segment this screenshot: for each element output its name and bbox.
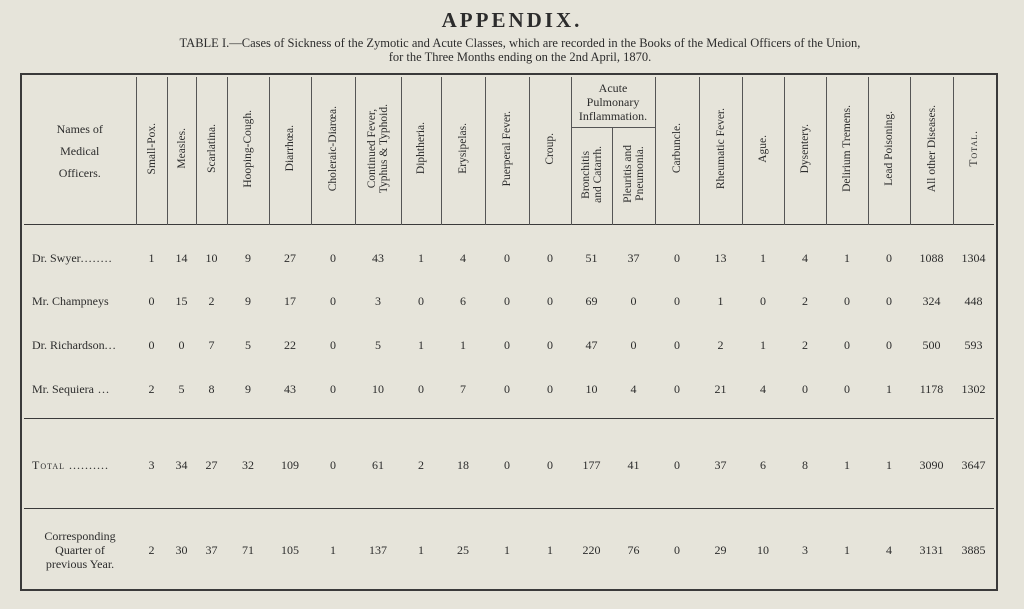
officer-name-cell [24,280,136,324]
cell-value: 2 [148,381,155,396]
col-all-other-label: All other Diseases. [925,104,938,193]
col-lead-poisoning-label: Lead Poisoning. [883,111,896,186]
cell-value: 0 [547,381,553,396]
cell-value: 0 [547,294,553,309]
col-hooping-cough [227,77,269,225]
cell-value: 3131 [919,542,944,557]
cell-value: 37 [627,250,640,265]
col-lead-poisoning [868,77,910,225]
cell-value: 41 [627,458,640,473]
col-erysipelas-label: Erysipelas. [457,123,469,174]
col-bronchitis [571,128,612,225]
cell-value: 10 [372,381,384,396]
col-small-pox [136,77,167,225]
col-puerperal [485,77,529,225]
cell-value: 6 [460,294,466,309]
cell-value: 22 [284,337,296,352]
cell-value: 0 [630,294,637,309]
cell-value: 8 [208,381,215,396]
cell-value: 4 [802,250,809,265]
cell-value: 0 [418,294,424,309]
cell-value: 3647 [961,458,986,473]
continued-fever-line-1: Continued Fever, [366,108,378,189]
cell-value: 0 [630,337,637,352]
previous-year-row [24,513,994,587]
cell-value: 105 [281,542,299,557]
col-croup [529,77,571,225]
dot-leader: ........ [80,250,113,265]
cell-value: 1 [418,542,424,557]
cell-value: 0 [330,337,336,352]
cell-value: 21 [714,381,727,396]
cell-value: 4 [630,381,637,396]
officer-name-cell [24,324,136,368]
col-group-acute-pulmonary [571,77,655,128]
cell-value: 0 [674,337,681,352]
col-small-pox-label: Small-Pox. [145,122,158,175]
cell-value: 0 [330,250,336,265]
spacer-cell [24,411,994,418]
cell-value: 0 [844,381,851,396]
cell-value: 1 [844,542,851,557]
total-label: Total [32,458,66,473]
officer-row [24,280,994,324]
officer-row [24,324,994,368]
cell-value: 0 [886,294,893,309]
col-total [953,77,994,225]
spacer-row [24,230,994,237]
names-header-line-3: Officers. [58,165,101,180]
cell-value: 0 [418,381,424,396]
bronchitis-line-2: and Catarrh. [591,145,604,203]
cell-value: 0 [674,542,681,557]
pleuritis-line-2: Pneumonia. [633,146,646,202]
previous-label-line1: Corresponding [44,529,116,544]
cell-value: 0 [674,458,681,473]
cell-value: 3885 [961,542,986,557]
cell-value: 109 [281,458,299,473]
cell-value: 0 [844,337,851,352]
previous-label-line2: Quarter of [55,543,105,558]
cell-value: 1 [760,250,767,265]
cell-value: 2 [148,542,155,557]
cell-value: 30 [175,542,188,557]
cell-value: 4 [886,542,893,557]
cell-value: 2 [802,294,809,309]
col-measles [167,77,196,225]
continued-fever-line-2: Typhus & Typhoid. [378,103,390,194]
cell-value: 71 [242,542,254,557]
acute-line-2: Pulmonary [586,95,640,109]
officer-name: Mr. Champneys [32,294,109,309]
cell-value: 14 [175,250,188,265]
cell-value: 220 [582,542,601,557]
col-continued-fever [355,77,401,225]
cell-value: 6 [760,458,767,473]
col-scarlatina-label: Scarlatina. [205,124,218,173]
pleuritis-line-1: Pleuritis and [621,145,634,203]
acute-line-1: Acute [598,81,628,95]
col-choleraic [311,77,355,225]
cell-value: 2 [208,294,215,309]
col-rheumatic-fever [699,77,742,225]
cell-value: 27 [284,250,296,265]
cell-value: 324 [922,294,941,309]
cell-value: 0 [547,337,553,352]
appendix-heading: APPENDIX. [441,8,583,32]
cell-value: 10 [757,542,770,557]
cell-value: 69 [585,294,598,309]
cell-value: 5 [178,381,185,396]
cell-value: 0 [330,381,336,396]
cell-value: 0 [148,337,155,352]
cell-value: 37 [205,542,218,557]
col-delirium-tremens-label: Delirium Tremens. [841,105,854,192]
cell-value: 0 [330,458,336,473]
col-measles-label: Measles. [175,128,188,169]
col-diphtheria-label: Diphtheria. [415,122,427,175]
cell-value: 4 [760,381,767,396]
officer-name: Mr. Sequiera [32,381,94,396]
cell-value: 0 [886,337,893,352]
cell-value: 15 [175,294,188,309]
bronchitis-line-1: Bronchitis [579,150,592,198]
cell-value: 2 [802,337,809,352]
col-rheumatic-fever-label: Rheumatic Fever. [714,107,727,190]
cell-value: 2 [717,337,724,352]
cell-value: 1 [844,458,851,473]
cell-value: 1 [844,250,851,265]
cell-value: 0 [547,250,553,265]
cell-value: 1 [717,294,724,309]
officer-name: Dr. Swyer [32,250,81,265]
cell-value: 1 [418,250,424,265]
cell-value: 9 [245,250,251,265]
cell-value: 27 [205,458,218,473]
cell-value: 10 [205,250,218,265]
cell-value: 0 [547,458,553,473]
spacer-row [24,411,994,418]
cell-value: 0 [504,337,510,352]
col-hooping-cough-label: Hooping-Cough. [242,109,254,188]
cell-value: 1 [886,381,893,396]
col-croup-label: Croup. [544,132,556,165]
cell-value: 9 [245,294,251,309]
cell-value: 1 [418,337,424,352]
names-header [24,77,136,225]
cell-value: 1 [504,542,510,557]
names-header-line-1: Names of [56,121,103,136]
cell-value: 0 [178,337,185,352]
cell-value: 1178 [919,381,944,396]
cell-value: 4 [460,250,466,265]
col-diphtheria [401,77,441,225]
cell-value: 8 [802,458,809,473]
cell-value: 29 [714,542,727,557]
cell-value: 17 [284,294,296,309]
cell-value: 0 [844,294,851,309]
cell-value: 1 [330,542,336,557]
col-carbuncle [655,77,699,225]
previous-label-line3: previous Year. [45,557,115,572]
cell-value: 47 [585,337,598,352]
officer-row [24,237,994,281]
cell-value: 13 [714,250,727,265]
cell-value: 51 [585,250,598,265]
cell-value: 448 [964,294,983,309]
cell-value: 61 [372,458,384,473]
col-dysentery-label: Dysentery. [799,123,812,174]
cell-value: 1 [148,250,155,265]
cell-value: 7 [460,381,466,396]
cell-value: 0 [330,294,336,309]
cell-value: 593 [964,337,983,352]
cell-value: 0 [886,250,893,265]
previous-name-cell [24,513,136,587]
cell-value: 0 [674,381,681,396]
spacer-cell [24,230,994,237]
caption-line-2: for the Three Months ending on the 2nd April, 1870. [388,50,652,64]
cell-value: 1302 [961,381,986,396]
cell-value: 3 [148,458,155,473]
cell-value: 0 [148,294,155,309]
cell-value: 5 [375,337,381,352]
cell-value: 2 [418,458,424,473]
cell-value: 10 [585,381,598,396]
cell-value: 5 [245,337,251,352]
total-name-cell [24,423,136,508]
dot-leader: ... [104,337,117,352]
cell-value: 1088 [919,250,944,265]
col-puerperal-label: Puerperal Fever. [501,110,513,187]
cell-value: 3 [375,294,381,309]
col-all-other [910,77,953,225]
cell-value: 43 [284,381,296,396]
cell-value: 0 [760,294,767,309]
cell-value: 43 [372,250,384,265]
col-diarrhoea-label: Diarrhœa. [284,125,296,172]
caption-line-1: TABLE I.—Cases of Sickness of the Zymotic and Acute Classes, which are recorded in the Books of the Medical Officers of the Union, [179,36,861,50]
cell-value: 76 [627,542,640,557]
cell-value: 0 [504,381,510,396]
cell-value: 32 [242,458,254,473]
col-dysentery [784,77,826,225]
dot-leader: .......... [65,458,110,473]
col-erysipelas [441,77,485,225]
col-diarrhoea [269,77,311,225]
cell-value: 0 [674,294,681,309]
col-bronchitis-label [580,146,604,203]
col-carbuncle-label: Carbuncle. [671,123,684,174]
cell-value: 500 [922,337,941,352]
officer-name: Dr. Richardson [32,337,105,352]
col-total-label: Total. [967,130,980,167]
cell-value: 18 [457,458,469,473]
col-scarlatina [196,77,227,225]
names-header-line-2: Medical [60,143,100,158]
total-row [24,423,994,508]
cell-value: 1304 [961,250,986,265]
cell-value: 1 [547,542,553,557]
officer-name-cell [24,367,136,411]
sickness-table [24,77,994,587]
table-caption [130,36,910,64]
cell-value: 0 [802,381,809,396]
cell-value: 9 [245,381,251,396]
col-ague-label: Ague. [757,134,770,163]
cell-value: 3 [802,542,809,557]
officer-name-cell [24,237,136,281]
cell-value: 1 [460,337,466,352]
col-pleuritis-label [622,145,646,203]
cell-value: 0 [504,458,510,473]
cell-value: 137 [369,542,387,557]
cell-value: 0 [504,294,510,309]
cell-value: 25 [457,542,469,557]
cell-value: 1 [886,458,893,473]
col-choleraic-label: Choleraic-Diarœa. [327,105,339,192]
dot-leader: ... [94,381,110,396]
cell-value: 34 [175,458,188,473]
cell-value: 0 [504,250,510,265]
cell-value: 1 [760,337,767,352]
cell-value: 177 [582,458,601,473]
cell-value: 7 [208,337,215,352]
col-ague [742,77,784,225]
cell-value: 37 [714,458,727,473]
col-continued-fever-label [366,104,390,193]
cell-value: 0 [674,250,681,265]
acute-line-3: Inflammation. [578,109,648,123]
col-pleuritis [612,128,655,225]
cell-value: 3090 [919,458,944,473]
col-delirium-tremens [826,77,868,225]
officer-row [24,367,994,411]
